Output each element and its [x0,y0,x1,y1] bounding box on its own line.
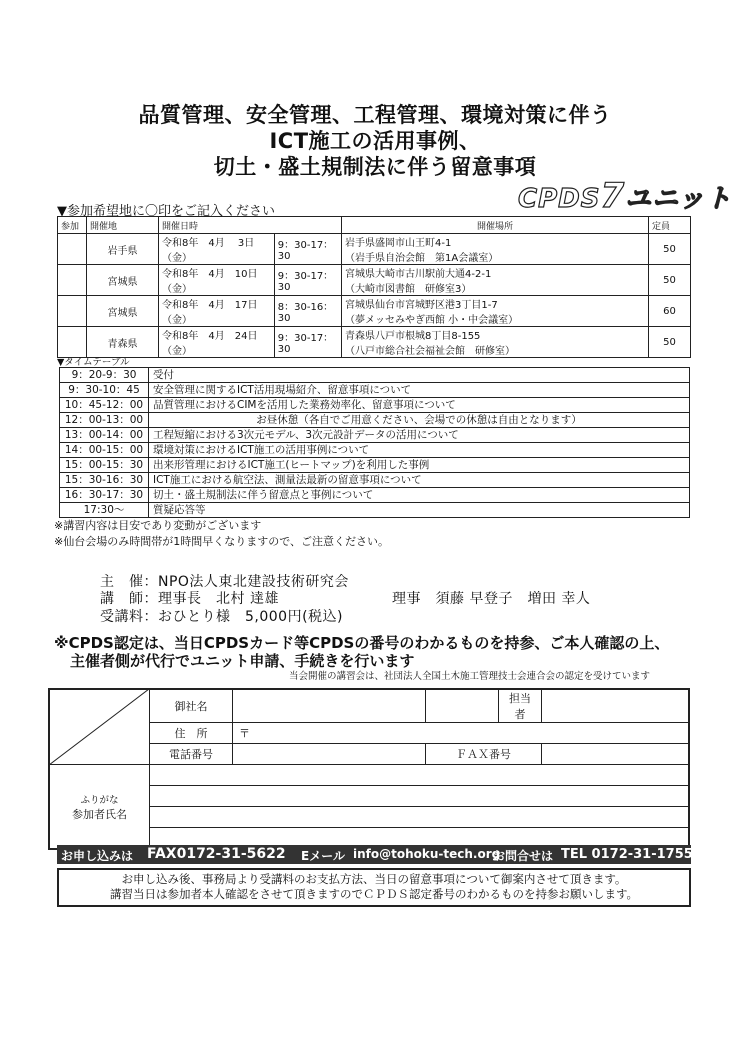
timetable-time: 16：30-17：30 [60,488,149,503]
host: 主 催：NPO法人東北建設技術研究会 [100,574,349,590]
venue-time: 8：30-16：30 [274,296,341,327]
timetable-time: 15：30-16：30 [60,473,149,488]
phone-field[interactable] [233,744,426,765]
venue-place: 宮城県 [87,265,159,296]
timetable-time: 15：00-15：30 [60,458,149,473]
venue-place: 岩手県 [87,234,159,265]
header-datetime: 開催日時 [159,217,342,234]
join-mark-cell[interactable] [58,234,87,265]
contact-bar [57,845,691,864]
cpds-note-1: ※CPDS認定は、当日CPDSカード等CPDSの番号のわかるものを持参、ご本人確認の上、 [54,634,670,652]
timetable-note-2: ※仙台会場のみ時間帯が1時間早くなりますので、ご注意ください。 [54,535,389,548]
timetable-row [60,398,690,413]
venue-row [58,327,691,358]
venue-row [58,265,691,296]
fax-label: ＦＡＸ番号 [426,744,542,765]
venue-location [342,327,649,358]
attendee-field[interactable] [150,807,689,828]
timetable-desc: 工程短縮における3次元モデル、3次元設計データの活用について [149,428,690,443]
attendee-field[interactable] [150,786,689,807]
timetable-desc: 品質管理におけるCIMを活用した業務効率化、留意事項について [149,398,690,413]
lecturer: 講 師：理事長 北村 達雄 [100,591,279,607]
address-label: 住 所 [150,723,233,744]
phone-label: 電話番号 [150,744,233,765]
email-link[interactable]: info@tohoku-tech.org [353,847,501,861]
lecturer-2: 理事 須藤 早登子 増田 幸人 [392,591,591,607]
timetable-desc: 出来形管理におけるICT施工(ヒートマップ)を利用した事例 [149,458,690,473]
venue-date: 令和8年 4月 24日（金） [159,327,275,358]
accreditation-note: 当会開催の講習会は、社団法人全国土木施工管理技士会連合会の認定を受けています [289,671,651,682]
venue-location [342,234,649,265]
fax-field[interactable] [542,744,689,765]
person-label: 担当者 [499,690,542,723]
venue-address: 岩手県盛岡市山王町4-1 [345,238,452,249]
address-field[interactable] [233,723,689,744]
venue-time: 9：30-17：30 [274,327,341,358]
venue-section-label: ▼参加希望地に〇印をご記入ください [57,204,275,219]
timetable-time: 13：00-14：00 [60,428,149,443]
venue-hall: （夢メッセみやぎ西館 小・中会議室） [345,315,519,326]
venue-capacity: 50 [649,234,691,265]
venue-time: 9：30-17：30 [274,234,341,265]
timetable-row [60,443,690,458]
timetable-row [60,488,690,503]
timetable-row [60,368,690,383]
venue-location [342,296,649,327]
header-place: 開催地 [87,217,159,234]
venue-date: 令和8年 4月 3日（金） [159,234,275,265]
venue-place: 宮城県 [87,296,159,327]
timetable-time: 17:30～ [60,503,149,518]
join-mark-cell[interactable] [58,327,87,358]
timetable-note-1: ※講習内容は目安であり変動がございます [54,519,262,532]
apply-label: お申し込みは [61,849,134,863]
cpds-note-2: 主催者側が代行でユニット申請、手続きを行います [70,652,415,670]
attendee-label: 参加者氏名 [72,807,127,821]
notice-line-1: お申し込み後、事務局より受講料のお支払方法、当日の留意事項について御案内させて頂きます。 [121,872,627,886]
email-label: Eメール [301,849,345,863]
venue-hall: （岩手県自治会館 第1A会議室） [345,253,499,264]
venue-location [342,265,649,296]
attendee-field[interactable] [150,765,689,786]
badge-prefix: CPDS [518,184,601,214]
venue-time: 9：30-17：30 [274,265,341,296]
venue-table-header [58,217,691,234]
timetable-desc: 受付 [149,368,690,383]
inquiry-label: お問合せは [493,849,554,863]
company-field[interactable] [233,690,426,723]
venue-capacity: 60 [649,296,691,327]
person-field[interactable] [542,690,689,723]
timetable-time: 10：45-12：00 [60,398,149,413]
timetable-row [60,503,690,518]
tel-number: TEL 0172-31-1755 [561,847,693,862]
timetable-row [60,458,690,473]
badge-suffix: ユニット [625,184,733,214]
timetable-time: 12：00-13：00 [60,413,149,428]
venue-address: 宮城県仙台市宮城野区港3丁目1-7 [345,300,498,311]
join-mark-cell[interactable] [58,265,87,296]
venue-address: 青森県八戸市根城8丁目8-155 [345,331,481,342]
timetable-desc: 環境対策におけるICT施工の活用事例について [149,443,690,458]
header-capacity: 定員 [649,217,691,234]
timetable-row [60,413,690,428]
timetable-desc: 安全管理に関するICT活用現場紹介、留意事項について [149,383,690,398]
notice-line-2: 講習当日は参加者本人確認をさせて頂きますのでＣＰＤＳ認定番号のわかるものを持参お願いします。 [109,887,639,901]
venue-date: 令和8年 4月 17日（金） [159,296,275,327]
attendee-label-cell [50,765,150,849]
cpds-unit-badge [518,176,732,216]
header-join: 参加 [58,217,87,234]
timetable-time: 9：20-9：30 [60,368,149,383]
venue-place: 青森県 [87,327,159,358]
venue-row [58,296,691,327]
application-form [48,688,690,850]
venue-hall: （八戸市総合社会福祉会館 研修室） [345,346,515,357]
timetable-desc: 質疑応答等 [149,503,690,518]
timetable-row [60,473,690,488]
furigana-label: ふりがな [80,794,119,806]
venue-address: 宮城県大崎市古川駅前大通4-2-1 [345,269,492,280]
timetable-row [60,383,690,398]
timetable-desc: 切土・盛土規制法に伴う留意点と事例について [149,488,690,503]
company-label: 御社名 [150,690,233,723]
fax-number: FAX0172-31-5622 [147,846,286,862]
timetable-time: 9：30-10：45 [60,383,149,398]
venue-date: 令和8年 4月 10日（金） [159,265,275,296]
timetable-row [60,428,690,443]
postal-mark: 〒 [239,727,250,740]
title-line-3: 切土・盛土規制法に伴う留意事項 [213,155,537,179]
badge-number: 7 [600,176,626,216]
header-venue: 開催場所 [342,217,649,234]
timetable-desc: ICT施工における航空法、測量法最新の留意事項について [149,473,690,488]
venue-hall: （大崎市図書館 研修室3） [345,284,472,295]
fee: 受講料：おひとり様 5,000円(税込) [100,609,344,625]
notice-box [57,868,691,907]
join-mark-cell[interactable] [58,296,87,327]
venue-row [58,234,691,265]
form-diagonal [49,689,149,765]
title-line-2: ICT施工の活用事例、 [269,129,481,153]
venue-capacity: 50 [649,265,691,296]
timetable-time: 14：00-15：00 [60,443,149,458]
timetable [59,367,690,518]
timetable-desc: お昼休憩（各自でご用意ください、会場での休憩は自由となります） [149,413,690,428]
venue-capacity: 50 [649,327,691,358]
timetable-label: ▼タイムテーブル [57,357,130,368]
venue-table [57,216,691,358]
title-line-1: 品質管理、安全管理、工程管理、環境対策に伴う [138,103,612,127]
